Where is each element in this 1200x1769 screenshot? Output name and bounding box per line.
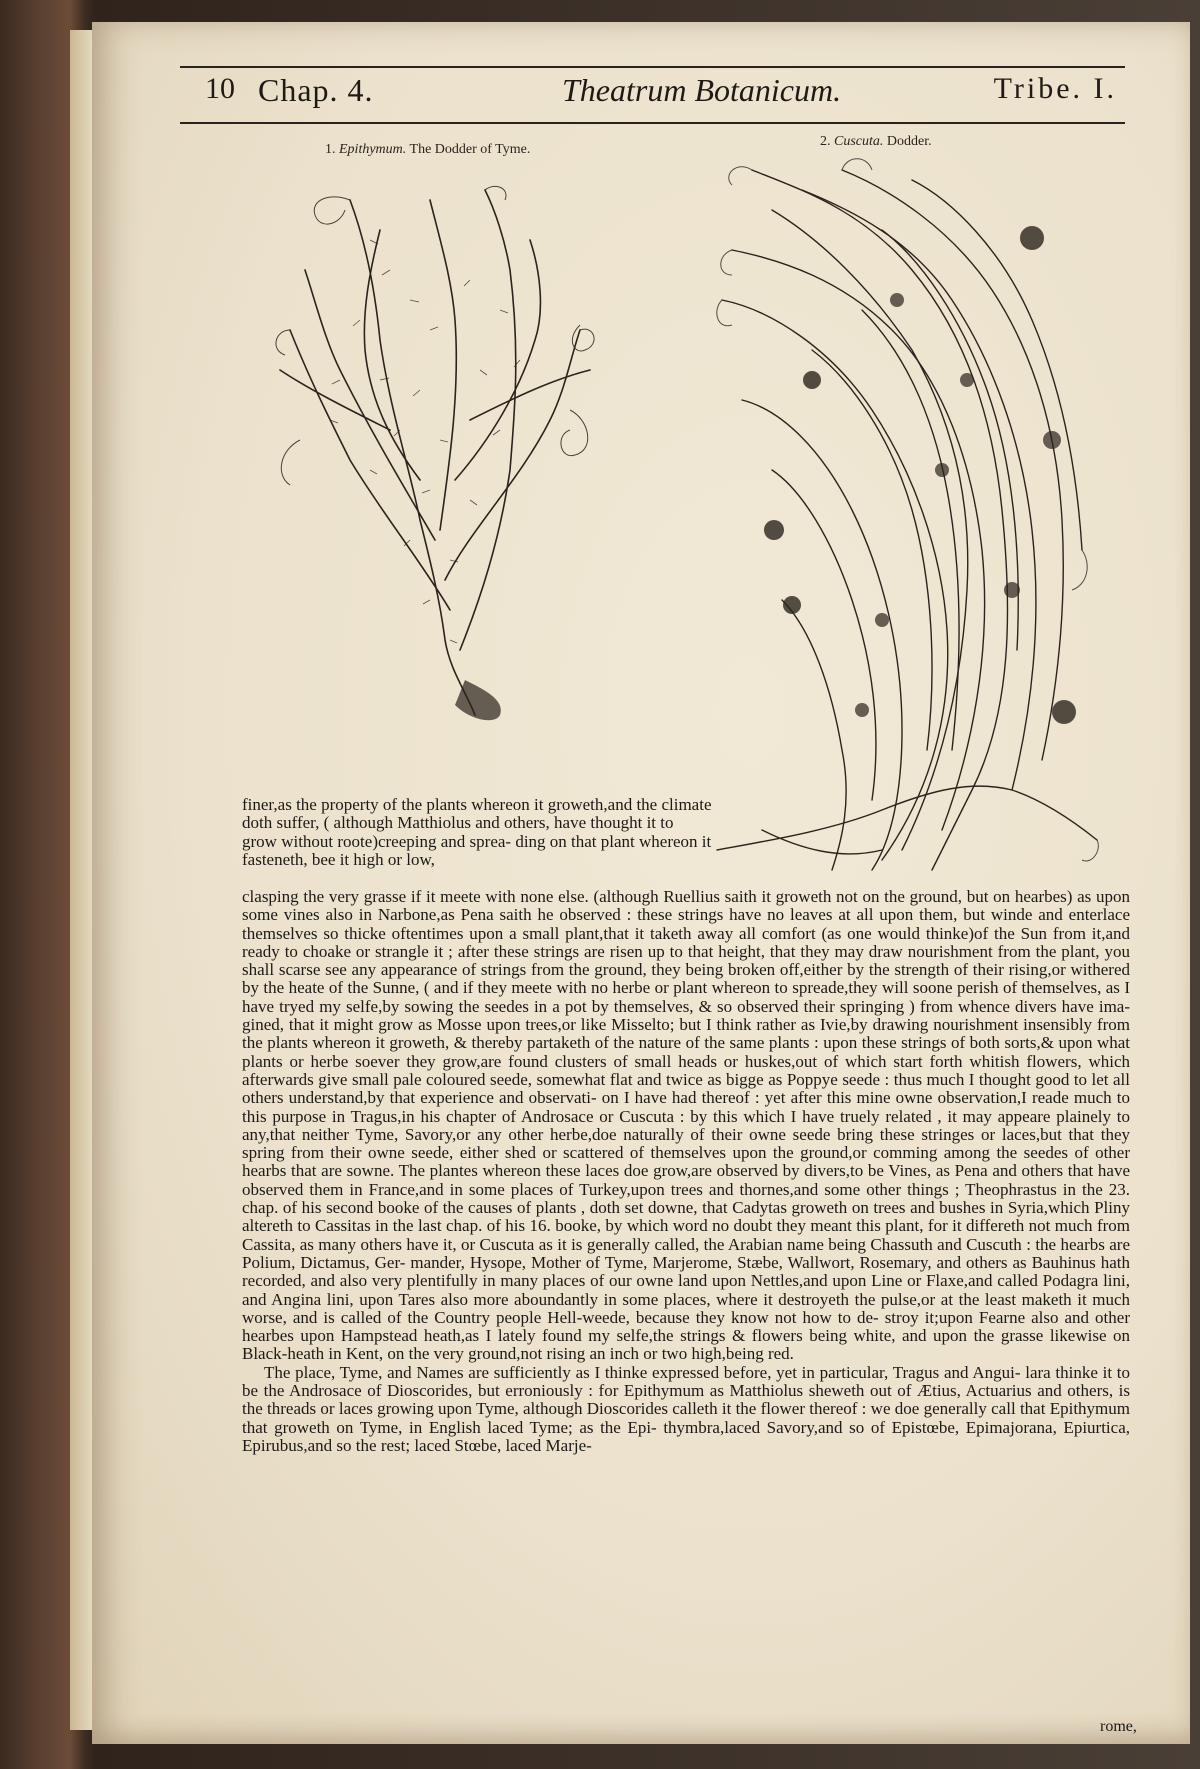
figure-2-number: 2. <box>820 134 831 149</box>
main-text <box>242 888 1130 1455</box>
figure-1-caption <box>325 142 530 158</box>
header-rule-top <box>180 66 1125 68</box>
epithymum-woodcut <box>270 180 600 730</box>
page-number: 10 <box>205 72 235 105</box>
figure-2-caption <box>820 134 932 150</box>
chapter-label: Chap. 4. <box>258 72 374 108</box>
figure-1-latin: Epithymum. <box>339 142 407 157</box>
page-edge <box>70 30 94 1730</box>
paragraph-description: clasping the very grasse if it meete with none else. (although Ruellius saith it groweth not on the ground, but on hearbes) as upon some vines also in Narbone,as Pena saith he observed : these strings have no leaves at all upon them, but winde and enterlace themselves so thicke oftentimes upon a small plant,that it taketh away all comfort (as one would thinke)of the Sun from it,and ready to choake or strangle it ; after these strings are risen up to that height, that they may draw nourishment from the plant, you shall scarse see any appearance of strings from the ground, they being broken off,either by the strength of their rising,or withered by the heate of the Sunne, ( and if they meete with no herbe or plant whereon to spreade,they will soone perish of themselves, as I have tryed my selfe,by sowing the seedes in a pot by themselves, & so observed their springing ) from whence divers have ima- gined, that it might grow as Mosse upon trees,or like Misselto; but I think rather as Ivie,by drawing nourishment insensibly from the plants whereon it groweth, & thereby partaketh of the nature of the same plants : upon these strings of both sorts,& upon what plants or herbe soever they grow,are found clusters of small heads or huskes,out of which start forth whitish flowers, which afterwards give small pale coloured seede, somewhat flat and twice as bigge as Poppye seede : thus much I thought good to let all others understand,by that experience and observati- on I have had thereof : yet after this mine owne observation,I reade much to this purpose in Tragus,in his chapter of Androsace or Cuscuta : by this which I have truely related , it may appeare plainely to any,that neither Tyme, Savory,or any other herbe,doe naturally of their owne seede bring these stringes or laces,but that they spring from their owne seede, either shed or scattered of themselves upon the ground,or comming among the seedes of other hearbs that are sowne. The plantes whereon these laces doe grow,are observed by divers,to be Vines, as Pena and others that have observed them in France,and in some places of Turkey,upon trees and thornes,and some other things ; Theophrastus in the 23. chap. of his second booke of the causes of plants , doth set downe, that Cadytas groweth on trees and bushes in Syria,which Pliny altereth to Cassitas in the last chap. of his 16. booke, by which word no doubt they meant this plant, for it differeth not much from Cassita, as many others have it, or Cuscuta as it is generally called, the Arabian name being Chassuth and Cuscuth : the hearbs are Polium, Dictamus, Ger- mander, Hysope, Mother of Tyme, Marjerome, Stæbe, Wallwort, Rosemary, and others as Bauhinus hath recorded, and also very plentifully in many places of our owne land upon Nettles,and upon Line or Flaxe,and called Podagra lini, and Angina lini, upon Tares also more aboundantly in some places, where it destroyeth the pulse,or at the least maketh it much worse, and is called of the Country people Hell-weede, because they know not how to de- stroy it;upon Fearne also and other hearbes upon Hampstead heath,as I lately found my selfe,the strings & flowers being white, and upon the grasse likewise on Black-heath in Kent, on the very ground,not rising an inch or two high,being red. <box>242 887 1130 1364</box>
paragraph-place-time-names: The place, Tyme, and Names are sufficiently as I thinke expressed before, yet in particular, Tragus and Angui- lara thinke it to be the Androsace of Dioscorides, but erroniously : for Epithymum as Matthiolus sheweth out of Ætius, Actuarius and others, is the threads or laces growing upon Tyme, although Dioscorides calleth it the flower thereof : we doe generally call that Epithymum that groweth on Tyme, in English laced Tyme; as the Epi- thymbra,laced Savory,and so of Epistœbe, Epimajorana, Epiurtica, Epirubus,and so the rest; laced Stœbe, laced Marje- <box>242 1362 1130 1455</box>
running-title: Theatrum Botanicum. <box>562 72 842 108</box>
cuscuta-woodcut <box>712 150 1102 880</box>
figure-2-latin: Cuscuta. <box>834 134 884 149</box>
catchword: rome, <box>1100 1718 1137 1735</box>
narrow-text-column <box>242 796 712 869</box>
figure-2-english: Dodder. <box>886 134 932 149</box>
narrow-paragraph: finer,as the property of the plants whereon it groweth,and the climate doth suffer, ( although Matthiolus and others, have thought it to grow without roote)creeping and sprea- ding on that plant whereon it fasteneth, bee it high or low, <box>242 795 712 869</box>
tribe-label: Tribe. I. <box>993 72 1117 105</box>
figure-1-number: 1. <box>325 142 336 157</box>
figure-1-english: The Dodder of Tyme. <box>409 142 531 157</box>
running-header <box>180 66 1125 110</box>
header-rule-bottom <box>180 122 1125 124</box>
